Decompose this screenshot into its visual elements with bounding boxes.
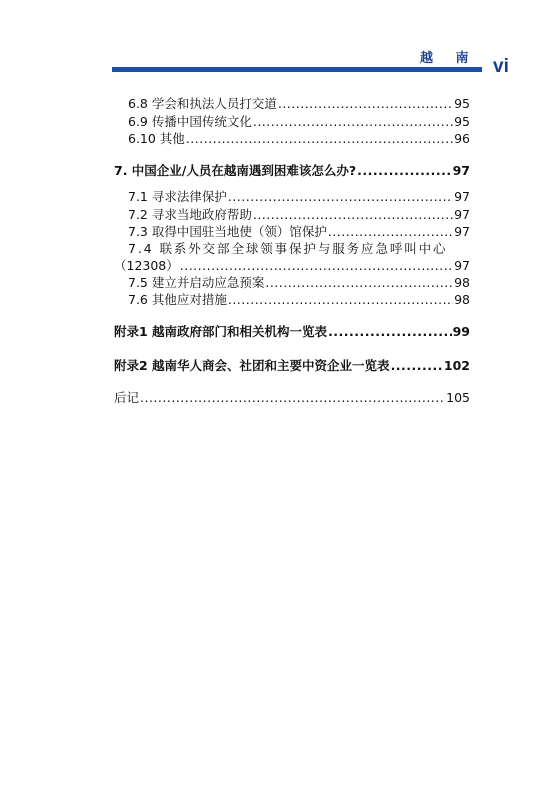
dot-leader bbox=[253, 114, 453, 130]
toc-entry[interactable] bbox=[114, 358, 470, 374]
toc-entry[interactable] bbox=[114, 390, 470, 406]
toc-entry-label: 后记 bbox=[114, 390, 140, 405]
toc-entry[interactable] bbox=[128, 131, 470, 147]
dot-leader bbox=[180, 258, 453, 274]
toc-entry-label: 7.6 其他应对措施 bbox=[128, 292, 227, 307]
toc-page-number: 97 bbox=[452, 163, 470, 178]
toc-entry-label: 7.5 建立并启动应急预案 bbox=[128, 275, 265, 290]
dot-leader bbox=[186, 131, 453, 147]
toc-page-number: 98 bbox=[454, 292, 470, 307]
toc-entry-label: 6.9 传播中国传统文化 bbox=[128, 114, 252, 129]
toc-entry-label: （12308） bbox=[114, 258, 179, 273]
toc-page-number: 97 bbox=[454, 207, 470, 222]
toc-entry-label: 7. 中国企业/人员在越南遇到困难该怎么办? bbox=[114, 163, 357, 178]
toc-page-number: 102 bbox=[443, 358, 470, 373]
toc-entry[interactable] bbox=[128, 114, 470, 130]
toc-entry[interactable] bbox=[128, 189, 470, 205]
toc-entry-line1[interactable]: 7.4 联系外交部全球领事保护与服务应急呼叫中心 bbox=[128, 241, 448, 256]
toc-page-number: 97 bbox=[454, 189, 470, 204]
dot-leader bbox=[140, 390, 445, 406]
toc-entry-label: 7.1 寻求法律保护 bbox=[128, 189, 227, 204]
toc-page-number: 99 bbox=[452, 324, 470, 339]
header-rule bbox=[112, 67, 482, 72]
dot-leader bbox=[328, 324, 452, 340]
dot-leader bbox=[228, 189, 453, 205]
toc-entry-label: 6.10 其他 bbox=[128, 131, 185, 146]
toc-page-number: 97 bbox=[454, 224, 470, 239]
toc-entry[interactable] bbox=[114, 324, 470, 340]
dot-leader bbox=[278, 96, 453, 112]
toc-entry-label: 7.2 寻求当地政府帮助 bbox=[128, 207, 252, 222]
dot-leader bbox=[253, 207, 453, 223]
toc-entry[interactable] bbox=[114, 163, 470, 179]
toc-entry[interactable] bbox=[128, 224, 470, 240]
toc-entry-label: 附录1 越南政府部门和相关机构一览表 bbox=[114, 324, 328, 339]
toc-entry[interactable] bbox=[128, 275, 470, 291]
toc-entry[interactable] bbox=[128, 207, 470, 223]
toc-entry-label: 6.8 学会和执法人员打交道 bbox=[128, 96, 277, 111]
dot-leader bbox=[265, 275, 453, 291]
toc-page-number: 97 bbox=[454, 258, 470, 273]
dot-leader bbox=[391, 358, 443, 374]
toc-page-number: 95 bbox=[454, 96, 470, 111]
toc-page-number: 98 bbox=[454, 275, 470, 290]
page-number: vi bbox=[493, 56, 509, 77]
toc-page-number: 95 bbox=[454, 114, 470, 129]
toc-page-number: 96 bbox=[454, 131, 470, 146]
toc-entry-label: 7.3 取得中国驻当地使（领）馆保护 bbox=[128, 224, 327, 239]
toc-page-number: 105 bbox=[446, 390, 470, 405]
running-header-title: 越 南 bbox=[420, 51, 478, 66]
dot-leader bbox=[328, 224, 453, 240]
toc-entry-label: 附录2 越南华人商会、社团和主要中资企业一览表 bbox=[114, 358, 390, 373]
dot-leader bbox=[357, 163, 451, 179]
toc-entry[interactable] bbox=[114, 258, 470, 274]
toc-entry[interactable] bbox=[128, 96, 470, 112]
toc-entry[interactable] bbox=[128, 292, 470, 308]
dot-leader bbox=[228, 292, 453, 308]
